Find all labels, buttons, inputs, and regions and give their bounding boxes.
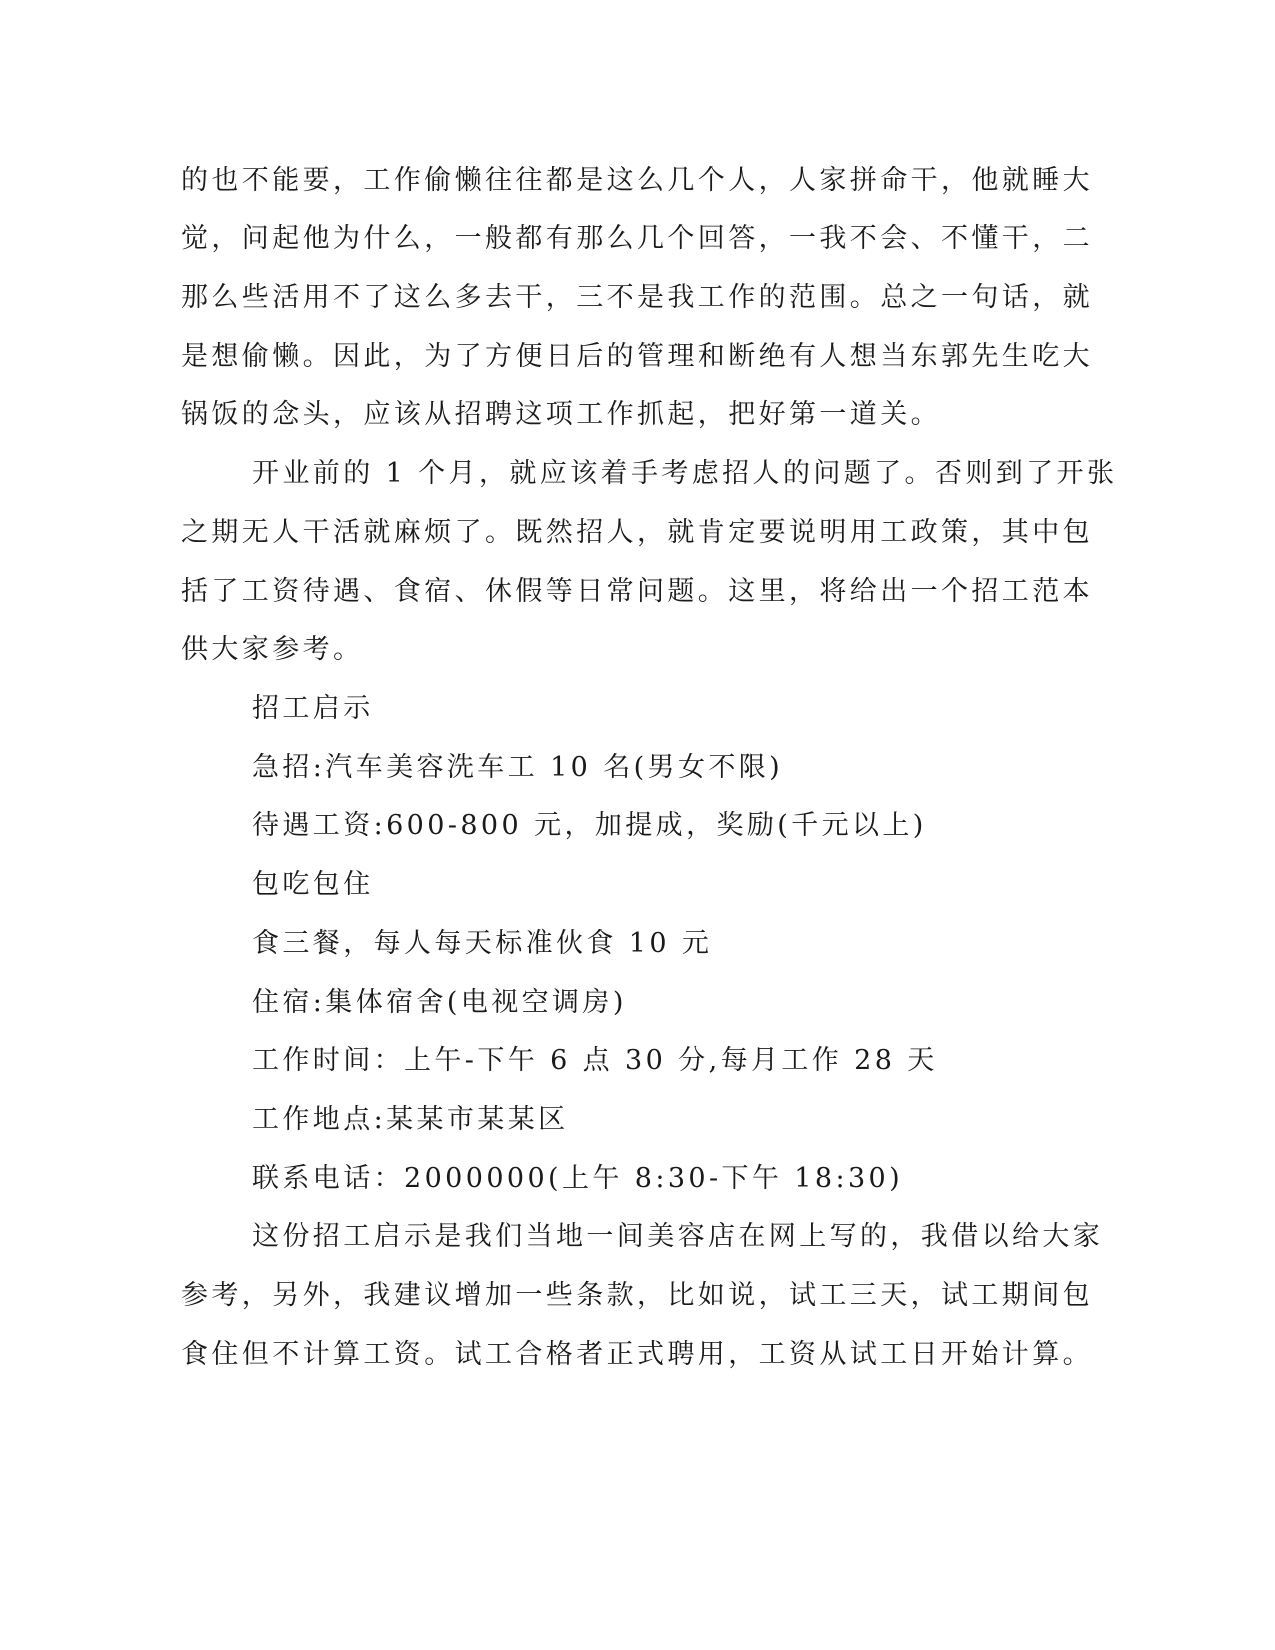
paragraph-line: 的也不能要，工作偷懒往往都是这么几个人，人家拼命干，他就睡大 [181,165,1093,196]
paragraph-line: 开业前的 1 个月，就应该着手考虑招人的问题了。否则到了开张 [252,458,1118,489]
paragraph-line: 觉，问起他为什么，一般都有那么几个回答，一我不会、不懂干，二 [181,223,1093,254]
notice-item: 急招:汽车美容洗车工 10 名(男女不限) [252,752,784,783]
notice-item: 工作地点:某某市某某区 [252,1104,569,1135]
paragraph-line: 参考，另外，我建议增加一些条款，比如说，试工三天，试工期间包 [181,1280,1093,1311]
notice-title: 招工启示 [252,693,374,724]
paragraph-line: 那么些活用不了这么多去干，三不是我工作的范围。总之一句话，就 [181,282,1093,313]
notice-item: 工作时间：上午-下午 6 点 30 分,每月工作 28 天 [252,1045,938,1076]
notice-item: 住宿:集体宿舍(电视空调房) [252,987,627,1018]
notice-item: 包吃包住 [252,869,374,900]
paragraph-line: 括了工资待遇、食宿、休假等日常问题。这里，将给出一个招工范本 [181,576,1093,607]
notice-item: 联系电话：2000000(上午 8:30-下午 18:30) [252,1163,904,1194]
paragraph-line: 供大家参考。 [181,634,364,665]
paragraph-line: 是想偷懒。因此，为了方便日后的管理和断绝有人想当东郭先生吃大 [181,341,1093,372]
paragraph-line: 食住但不计算工资。试工合格者正式聘用，工资从试工日开始计算。 [181,1339,1093,1370]
notice-item: 食三餐，每人每天标准伙食 10 元 [252,928,713,959]
paragraph-line: 之期无人干活就麻烦了。既然招人，就肯定要说明用工政策，其中包 [181,517,1093,548]
notice-item: 待遇工资:600-800 元，加提成，奖励(千元以上) [252,810,927,841]
paragraph-line: 锅饭的念头，应该从招聘这项工作抓起，把好第一道关。 [181,399,941,430]
paragraph-line: 这份招工启示是我们当地一间美容店在网上写的，我借以给大家 [252,1221,1104,1252]
